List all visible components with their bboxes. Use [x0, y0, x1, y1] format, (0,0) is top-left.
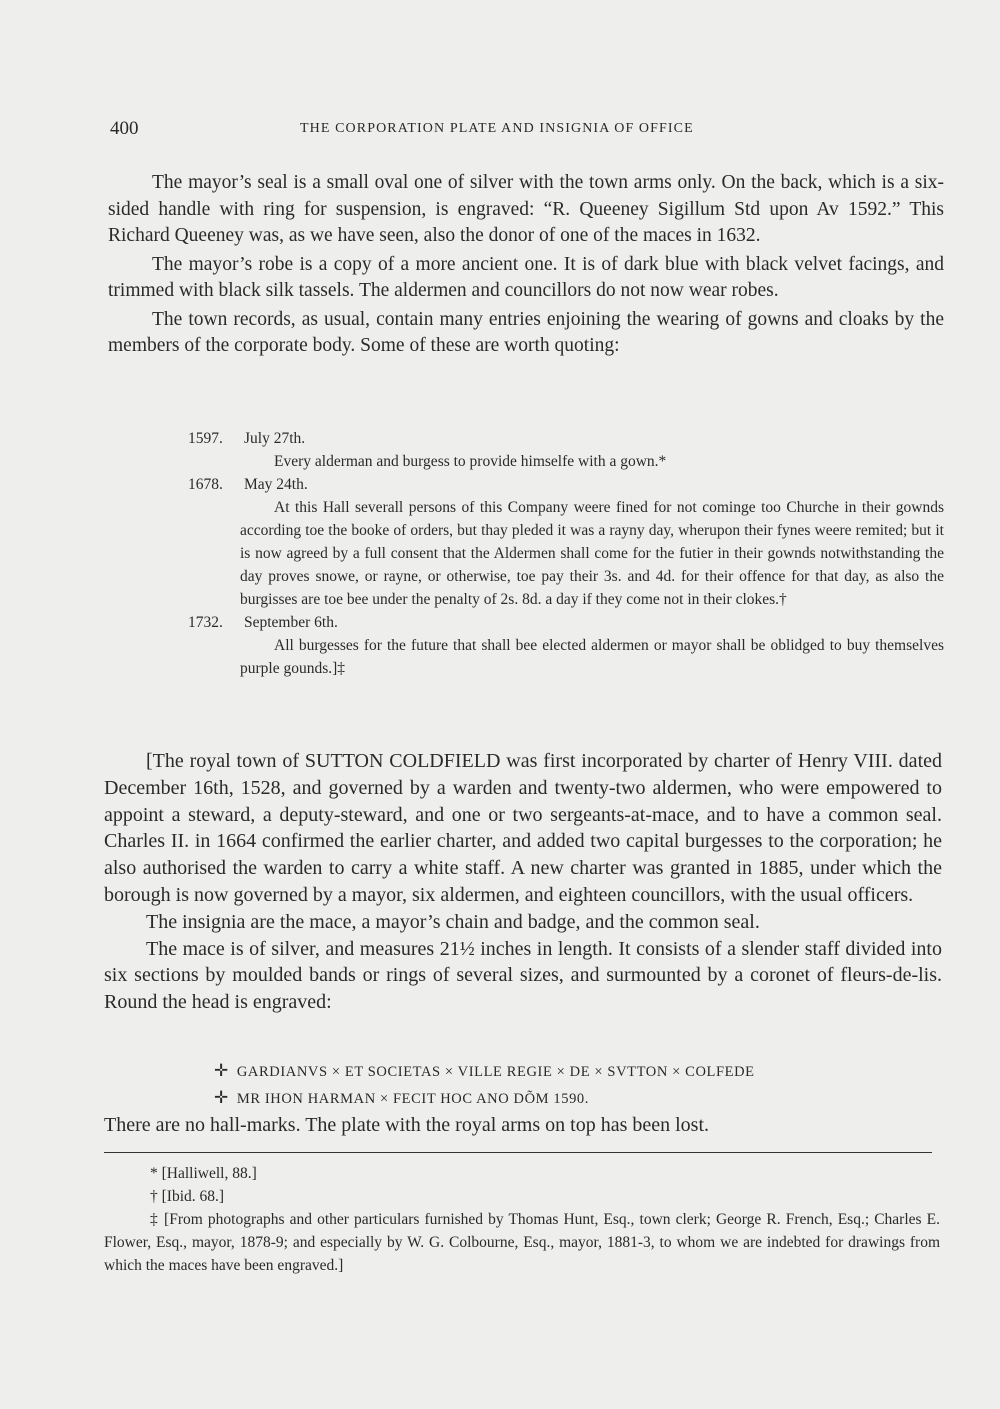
paragraph-mace: The mace is of silver, and measures 21½ inches in length. It consists of a slender staff divided into six sections by moulded bands or rings of several sizes, and surmounted by a coronet of fleurs-de-lis. Round the head is engraved:	[104, 937, 942, 1014]
record-date: May 24th.	[244, 476, 308, 493]
record-entry	[188, 473, 944, 611]
cross-patee-icon: ✛	[214, 1061, 229, 1080]
record-date-line	[188, 611, 944, 634]
paragraph-mayors-seal: The mayor’s seal is a small oval one of silver with the town arms only. On the back, which is a six-sided handle with ring for suspension, is engraved: “R. Queeney Sigillum Std upon Av 1592.” This Richard Queeney was, as we have seen, also the donor of one of the maces in 1632.	[108, 172, 944, 246]
record-year: 1732.	[188, 614, 223, 631]
paragraph-town-records: The town records, as usual, contain many entries enjoining the wearing of gowns and cloaks by the members of the corporate body. Some of these are worth quoting:	[108, 308, 944, 356]
record-year: 1597.	[188, 430, 223, 447]
record-year: 1678.	[188, 476, 223, 493]
record-entry	[188, 611, 944, 680]
sutton-coldfield-section	[104, 748, 942, 1016]
footnotes	[104, 1162, 940, 1277]
record-date-line	[188, 427, 944, 450]
page-number: 400	[110, 118, 139, 139]
footnote: ‡ [From photographs and other particulars furnished by Thomas Hunt, Esq., town clerk; George R. French, Esq.; Charles E. Flower, Esq., mayor, 1878-9; and especially by W. G. Colbourne, Esq., mayor, 1881-3, to whom we are indebted for drawings from which the maces have been engraved.]	[104, 1211, 940, 1274]
mace-inscriptions	[214, 1058, 934, 1112]
records-quotations	[188, 427, 944, 680]
footnote-divider	[104, 1152, 932, 1153]
record-text: All burgesses for the future that shall bee elected aldermen or mayor shall be oblidged to buy themselves purple gounds.]‡	[240, 637, 944, 677]
record-date: September 6th.	[244, 614, 338, 631]
record-date: July 27th.	[244, 430, 306, 447]
intro-section	[108, 170, 944, 360]
footnote: † [Ibid. 68.]	[150, 1188, 225, 1205]
inscription-text: GARDIANVS × ET SOCIETAS × VILLE REGIE × DE × SVTTON × COLFEDE	[236, 1064, 755, 1080]
record-text: Every alderman and burgess to provide himselfe with a gown.*	[274, 453, 667, 470]
record-date-line	[188, 473, 944, 496]
running-title: THE CORPORATION PLATE AND INSIGNIA OF OFFICE	[300, 121, 694, 136]
cross-patee-icon: ✛	[214, 1088, 229, 1107]
paragraph-sutton-charter: [The royal town of SUTTON COLDFIELD was first incorporated by charter of Henry VIII. dated December 16th, 1528, and governed by a warden and twenty-two aldermen, who were empowered to appoint a steward, a deputy-steward, and one or two sergeants-at-mace, and to have a common seal. Charles II. in 1664 confirmed the earlier charter, and added two capital burgesses to the corporation; he also authorised the warden to carry a white staff. A new charter was granted in 1885, under which the borough is now governed by a mayor, six aldermen, and eighteen councillors, with the usual officers.	[104, 750, 942, 906]
page-header	[110, 118, 940, 140]
footnote: * [Halliwell, 88.]	[150, 1165, 257, 1182]
paragraph-insignia: The insignia are the mace, a mayor’s chain and badge, and the common seal.	[146, 910, 760, 933]
paragraph-mayors-robe: The mayor’s robe is a copy of a more ancient one. It is of dark blue with black velvet facings, and trimmed with black silk tassels. The aldermen and councillors do not now wear robes.	[108, 253, 944, 301]
record-text: At this Hall severall persons of this Company weere fined for not cominge too Churche in their gownds according toe the booke of orders, but thay pleded it was a rayny day, wherupon their fynes weere remited; but it is now agreed by a full consent that the Aldermen shall come for the futier in their gownds notwithstanding the day proves snowe, or rayne, or otherwise, toe pay their 3s. and 4d. for their offence for that day, as also the burgisses are toe bee under the penalty of 2s. 8d. a day if they come not in their clokes.†	[240, 499, 944, 608]
inscription-line	[214, 1058, 934, 1085]
inscription-line	[214, 1085, 934, 1112]
inscription-text: MR IHON HARMAN × FECIT HOC ANO DÕM 1590.	[236, 1091, 589, 1107]
record-entry	[188, 427, 944, 473]
closing-line: There are no hall-marks. The plate with the royal arms on top has been lost.	[104, 1114, 709, 1136]
